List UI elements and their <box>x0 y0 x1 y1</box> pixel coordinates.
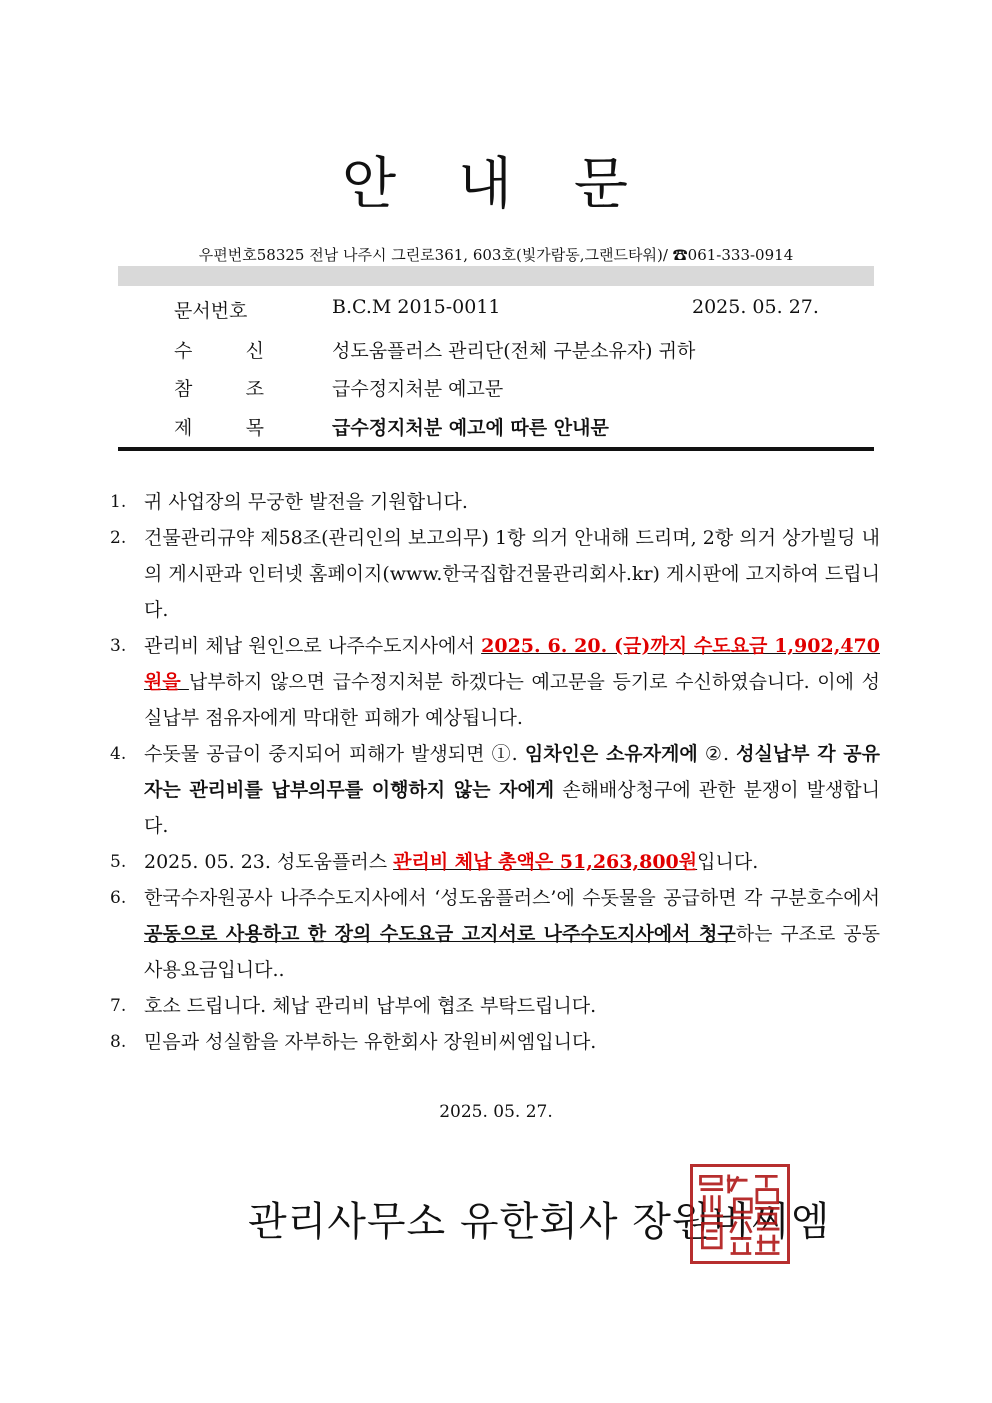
subject-value: 급수정지처분 예고에 따른 안내문 <box>332 417 609 439</box>
list-item <box>110 844 880 880</box>
item-number: 2. <box>110 528 127 548</box>
signature-line: 관리사무소 유한회사 장원비씨엠 <box>248 1199 831 1245</box>
shared-billing-bold: 공동으로 사용하고 한 장의 수도요금 고지서로 나주수도지사에서 청구 <box>144 923 736 945</box>
reference-row <box>118 374 874 410</box>
notice-items <box>110 484 880 1060</box>
item-text: 호소 드립니다. 체납 관리비 납부에 협조 부탁드립니다. <box>144 995 597 1017</box>
recipient-row <box>118 336 874 372</box>
item-number: 5. <box>110 852 127 872</box>
item-text-pre: 관리비 체납 원인으로 나주수도지사에서 <box>144 635 482 657</box>
list-item <box>110 520 880 628</box>
list-item <box>110 484 880 520</box>
item-number: 1. <box>110 492 127 512</box>
list-item <box>110 1024 880 1060</box>
doc-number-label: 문서번호 <box>174 300 248 322</box>
list-item <box>110 736 880 844</box>
item-text <box>144 880 880 988</box>
seal-glyphs <box>693 1167 787 1261</box>
item-text-post: 손해배상청구에 관한 분쟁이 발생합니다. <box>144 779 881 837</box>
doc-number-row <box>118 296 874 332</box>
list-item <box>110 628 880 736</box>
header-divider <box>118 447 874 451</box>
doc-date: 2025. 05. 27. <box>692 296 819 318</box>
subject-row <box>118 413 874 449</box>
item-text-pre: 2025. 05. 23. 성도움플러스 <box>144 851 394 873</box>
item-text-mid: ②. <box>697 743 737 765</box>
item-text <box>144 844 880 880</box>
item-text <box>144 628 880 736</box>
owner-claim-bold: 성실납부 각 공유자는 관리비를 납부의무를 이행하지 않는 자에게 <box>144 743 880 801</box>
red-official-seal-icon <box>690 1164 790 1264</box>
item-text <box>144 736 880 844</box>
item-number: 6. <box>110 888 127 908</box>
item-number: 7. <box>110 996 127 1016</box>
doc-number-value: B.C.M 2015-0011 <box>332 296 501 318</box>
header-band <box>118 266 874 286</box>
reference-label: 참 조 <box>174 378 264 400</box>
water-fee-highlight: 2025. 6. 20. (금)까지 수도요금 1,902,470원을 <box>144 635 880 693</box>
document-title: 안 내 문 <box>342 152 650 217</box>
item-text-pre: 수돗물 공급이 중지되어 피해가 발생되면 ①. <box>144 743 525 765</box>
sender-address: 우편번호58325 전남 나주시 그린로361, 603호(빛가람동,그랜드타워)/ ☎061-333-0914 <box>198 246 794 264</box>
item-text-pre: 한국수자원공사 나주수도지사에서 ‘성도움플러스’에 수돗물을 공급하면 각 구분호수에서 <box>144 887 880 909</box>
item-text-post: 입니다. <box>697 851 759 873</box>
arrears-total-highlight: 관리비 체납 총액은 51,263,800원 <box>393 851 698 873</box>
item-text: 믿음과 성실함을 자부하는 유한회사 장원비씨엠입니다. <box>144 1031 597 1053</box>
recipient-label: 수 신 <box>174 340 264 362</box>
list-item <box>110 880 880 988</box>
subject-label: 제 목 <box>174 417 264 439</box>
list-item <box>110 988 880 1024</box>
item-text-post: 하는 구조로 공동사용요금입니다.. <box>144 923 880 981</box>
item-number: 8. <box>110 1032 127 1052</box>
item-text: 건물관리규약 제58조(관리인의 보고의무) 1항 의거 안내해 드리며, 2항 의거 상가빌딩 내의 게시판과 인터넷 홈페이지(www.한국집합건물관리회사.kr) 게시판에 고지하여 드립니다. <box>144 527 880 621</box>
item-text-post: 납부하지 않으면 급수정지처분 하겠다는 예고문을 등기로 수신하였습니다. 이에 성실납부 점유자에게 막대한 피해가 예상됩니다. <box>144 671 880 729</box>
reference-value: 급수정지처분 예고문 <box>332 378 504 400</box>
recipient-value: 성도움플러스 관리단(전체 구분소유자) 귀하 <box>332 340 696 362</box>
item-text: 귀 사업장의 무궁한 발전을 기원합니다. <box>144 491 468 513</box>
footer-date: 2025. 05. 27. <box>439 1102 553 1122</box>
item-number: 4. <box>110 744 127 764</box>
item-number: 3. <box>110 636 127 656</box>
tenant-claim-bold: 임차인은 소유자게에 <box>524 743 698 765</box>
